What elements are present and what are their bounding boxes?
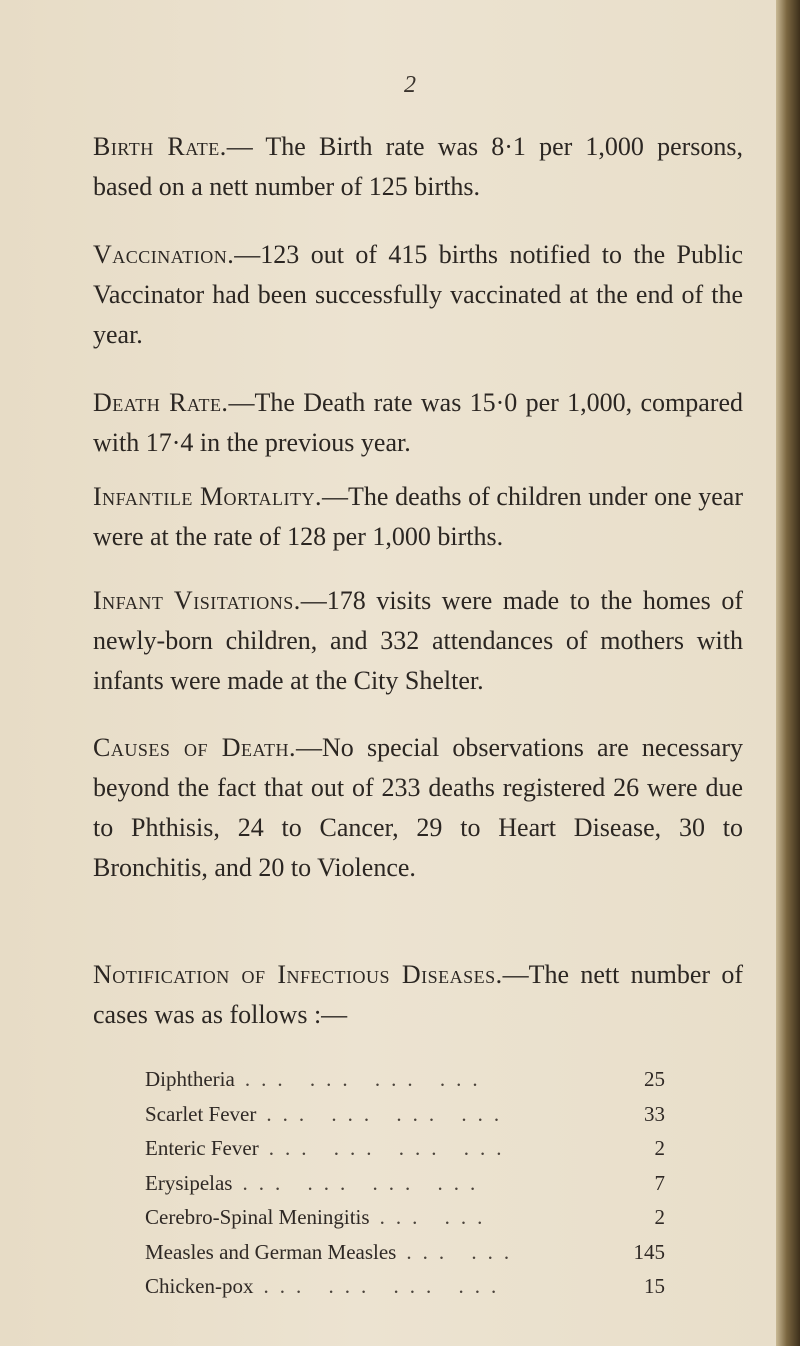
case-count: 15 xyxy=(644,1274,665,1298)
dot-leader: ... ... ... ... xyxy=(242,1170,487,1195)
paragraph-causes-of-death xyxy=(93,728,743,888)
disease-name: Scarlet Fever xyxy=(145,1101,257,1126)
disease-name: Erysipelas xyxy=(145,1170,233,1195)
table-row xyxy=(145,1171,665,1206)
text-notification-infectious-diseases: —The nett number of cases was as follows :— xyxy=(93,960,743,1029)
page-number: 2 xyxy=(404,72,416,98)
paragraph-vaccination xyxy=(93,235,743,355)
text-birth-rate: — The Birth rate was 8·1 per 1,000 persons, based on a nett number of 125 births. xyxy=(93,132,744,201)
dot-leader: ... ... xyxy=(379,1205,494,1229)
disease-name: Cerebro-Spinal Meningitis xyxy=(145,1205,370,1229)
dot-leader: ... ... ... ... xyxy=(263,1274,508,1298)
table-row xyxy=(145,1205,665,1240)
disease-name: Measles and German Measles xyxy=(145,1239,397,1264)
page-edge-shadow xyxy=(776,0,800,1346)
text-death-rate: —The Death rate was 15·0 per 1,000, compared with 17·4 in the previous year. xyxy=(93,388,743,457)
case-count: 2 xyxy=(654,1136,665,1160)
disease-name: Chicken-pox xyxy=(145,1274,254,1298)
paragraph-birth-rate xyxy=(93,127,743,207)
table-row xyxy=(145,1102,665,1137)
table-row xyxy=(145,1274,665,1309)
text-vaccination: —123 out of 415 births notified to the Public Vaccinator had been successfully vaccinated at the end of the year. xyxy=(93,240,743,349)
paragraph-notification-infectious-diseases xyxy=(93,955,743,1035)
table-row xyxy=(145,1067,665,1102)
paragraph-death-rate xyxy=(93,383,743,463)
heading-causes-of-death: Causes of Death. xyxy=(93,733,297,762)
heading-infant-visitations: Infant Visitations. xyxy=(93,586,301,615)
case-count: 7 xyxy=(654,1170,665,1195)
dot-leader: ... ... ... ... xyxy=(266,1101,511,1126)
text-infantile-mortality: —The deaths of children under one year were at the rate of 128 per 1,000 births. xyxy=(93,482,743,551)
disease-name: Diphtheria xyxy=(145,1067,235,1091)
table-row xyxy=(145,1240,665,1275)
heading-vaccination: Vaccination. xyxy=(93,240,235,269)
text-infant-visitations: —178 visits were made to the homes of newly-born children, and 332 attendances of mothers with infants were made at the City Shelter. xyxy=(93,586,743,695)
heading-birth-rate: Birth Rate. xyxy=(93,132,227,161)
heading-infantile-mortality: Infantile Mortality. xyxy=(93,482,323,511)
paragraph-infant-visitations xyxy=(93,581,743,701)
text-causes-of-death: —No special observations are necessary beyond the fact that out of 233 deaths registered 26 were due to Phthisis, 24 to Cancer, 29 to Heart Disease, 30 to Bronchitis, and 20 to Violence. xyxy=(93,733,743,882)
dot-leader: ... ... xyxy=(406,1239,521,1264)
paragraph-infantile-mortality xyxy=(93,477,743,557)
case-count: 33 xyxy=(644,1101,665,1126)
dot-leader: ... ... ... ... xyxy=(244,1067,489,1091)
infectious-disease-table xyxy=(145,1067,665,1309)
heading-notification-infectious-diseases: Notification of Infectious Diseases. xyxy=(93,960,503,989)
case-count: 2 xyxy=(654,1205,665,1229)
case-count: 25 xyxy=(644,1067,665,1091)
case-count: 145 xyxy=(633,1239,665,1264)
dot-leader: ... ... ... ... xyxy=(268,1136,513,1160)
disease-name: Enteric Fever xyxy=(145,1136,259,1160)
heading-death-rate: Death Rate. xyxy=(93,388,229,417)
table-row xyxy=(145,1136,665,1171)
